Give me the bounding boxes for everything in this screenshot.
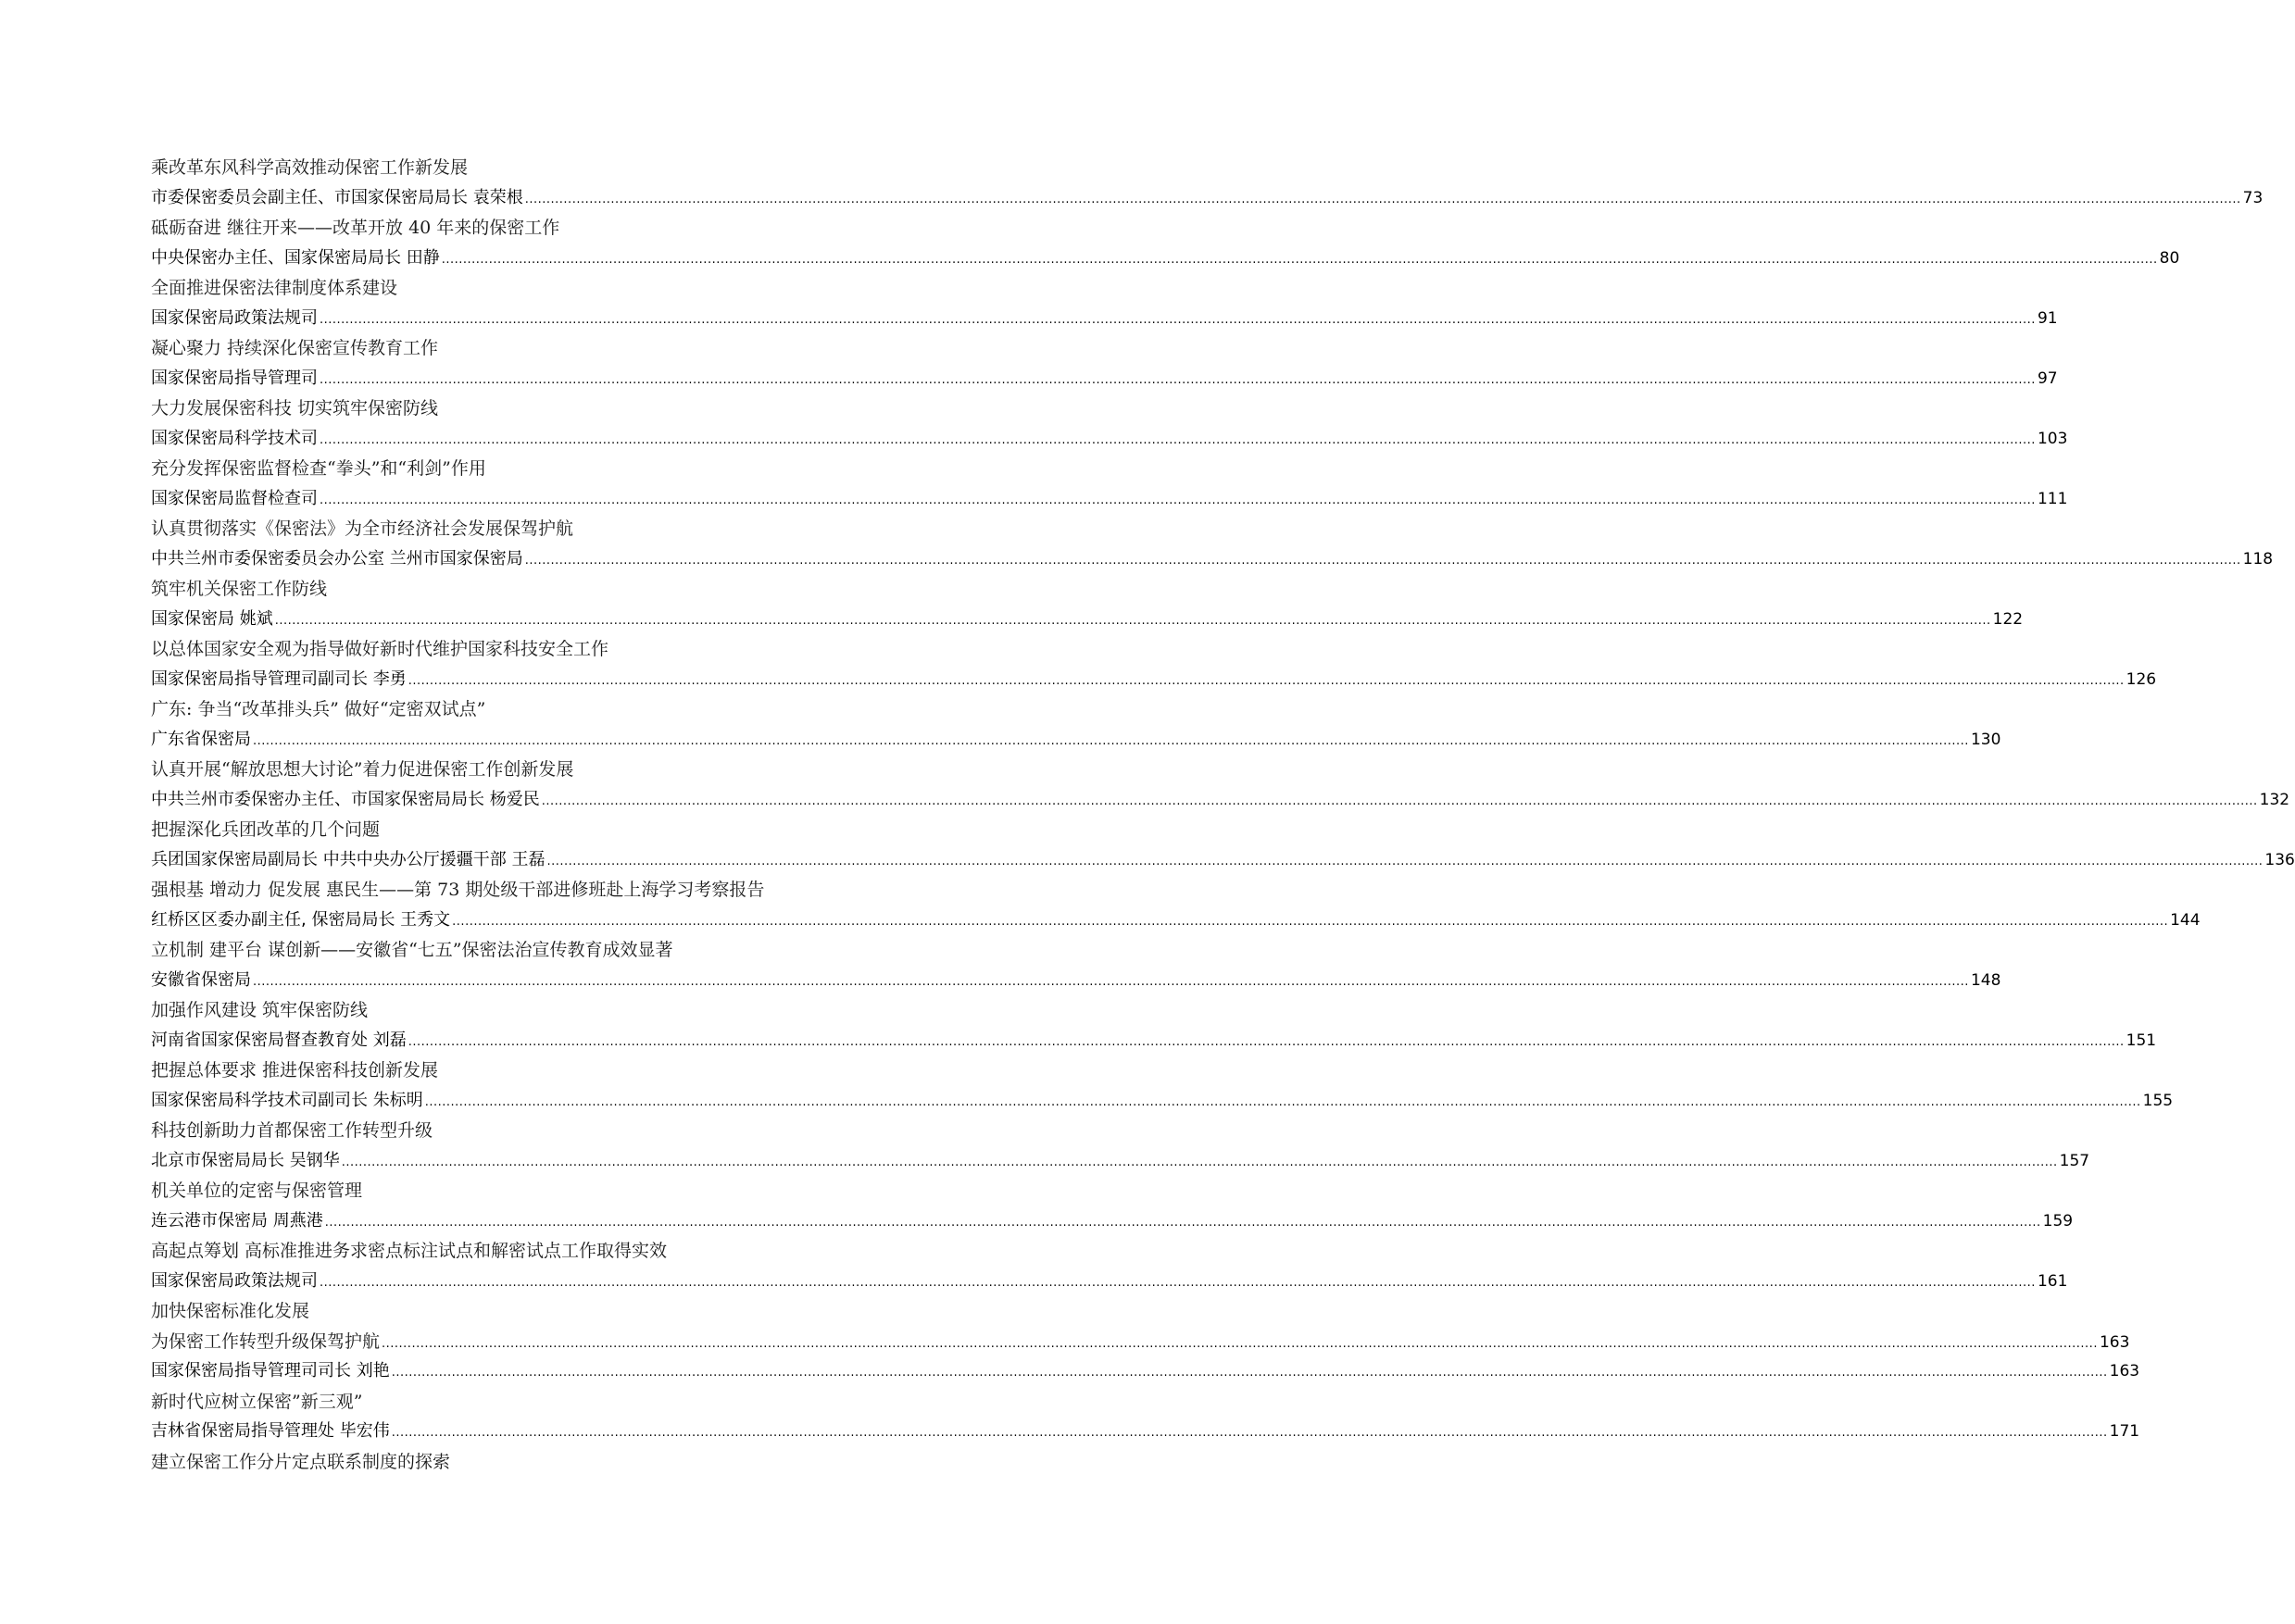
toc-entry[interactable] (151, 725, 2001, 756)
dot-leader: ................................................................................................................................................................................................................................................................................................................................................................................................................ (441, 252, 2158, 267)
toc-article-title: 科技创新助力首都保密工作转型升级 (151, 1120, 433, 1141)
toc-entry[interactable] (151, 364, 2058, 394)
toc-entry-author: 中共兰州市委保密委员会办公室 兰州市国家保密局 (151, 548, 523, 568)
toc-page-number: 130 (1970, 730, 2001, 749)
toc-entry[interactable] (151, 1356, 2140, 1387)
dot-leader: ................................................................................................................................................................................................................................................................................................................................................................................................................ (546, 854, 2264, 868)
toc-article-title: 广东: 争当“改革排头兵” 做好“定密双试点” (151, 699, 486, 719)
toc-entry-author: 国家保密局政策法规司 (151, 1270, 318, 1291)
toc-page-number: 80 (2159, 248, 2180, 268)
toc-entry[interactable] (151, 1267, 2068, 1297)
dot-leader: ................................................................................................................................................................................................................................................................................................................................................................................................................ (382, 1336, 2098, 1351)
toc-entry[interactable] (151, 304, 2058, 334)
toc-page-number: 91 (2037, 308, 2058, 328)
toc-entry[interactable] (151, 1327, 2130, 1357)
toc-entry-author: 兵团国家保密局副局长 中共中央办公厅援疆干部 王磊 (151, 849, 546, 869)
dot-leader: ................................................................................................................................................................................................................................................................................................................................................................................................................ (324, 1215, 2041, 1230)
toc-article-title: 全面推进保密法律制度体系建设 (151, 278, 398, 298)
toc-entry-author: 国家保密局监督检查司 (151, 488, 318, 508)
toc-page-number: 97 (2037, 369, 2058, 388)
toc-article-title: 充分发挥保密监督检查“拳头”和“利剑”作用 (151, 458, 486, 479)
dot-leader: ................................................................................................................................................................................................................................................................................................................................................................................................................ (391, 1366, 2108, 1380)
toc-article-title: 高起点筹划 高标准推进务求密点标注试点和解密试点工作取得实效 (151, 1241, 668, 1261)
toc-article-title: 强根基 增动力 促发展 惠民生——第 73 期处级干部进修班赴上海学习考察报告 (151, 880, 765, 900)
toc-entry-author: 国家保密局 姚斌 (151, 608, 273, 629)
toc-entry[interactable] (151, 424, 2068, 455)
dot-leader: ................................................................................................................................................................................................................................................................................................................................................................................................................ (253, 733, 1969, 748)
toc-entry[interactable] (151, 1086, 2174, 1117)
toc-page-number: 155 (2142, 1091, 2174, 1110)
toc-article-title: 以总体国家安全观为指导做好新时代维护国家科技安全工作 (151, 639, 609, 659)
toc-page-number: 103 (2037, 429, 2068, 448)
toc-article-title: 建立保密工作分片定点联系制度的探索 (151, 1451, 451, 1472)
toc-entry-author: 国家保密局指导管理司副司长 李勇 (151, 668, 407, 689)
toc-article-title: 加快保密标准化发展 (151, 1301, 310, 1321)
toc-entry-author: 国家保密局政策法规司 (151, 307, 318, 328)
toc-page-number: 118 (2242, 549, 2274, 568)
toc-article-title: 新时代应树立保密”新三观” (151, 1391, 363, 1412)
toc-entry-author: 国家保密局指导管理司 (151, 368, 318, 388)
toc-entry[interactable] (151, 544, 2274, 575)
toc-entry-author: 中央保密办主任、国家保密局局长 田静 (151, 247, 440, 268)
dot-leader: ................................................................................................................................................................................................................................................................................................................................................................................................................ (524, 192, 2241, 206)
dot-leader: ................................................................................................................................................................................................................................................................................................................................................................................................................ (320, 432, 2036, 447)
toc-page-number: 157 (2059, 1151, 2090, 1170)
toc-entry-author: 国家保密局科学技术司副司长 朱标明 (151, 1090, 423, 1110)
toc-page-number: 144 (2170, 910, 2201, 930)
toc-entry[interactable] (151, 1206, 2074, 1237)
toc-page-number: 163 (2109, 1362, 2140, 1380)
toc-entry[interactable] (151, 183, 2264, 214)
toc-page-number: 111 (2037, 489, 2068, 508)
toc-entry-author: 广东省保密局 (151, 729, 251, 749)
dot-leader: ................................................................................................................................................................................................................................................................................................................................................................................................................ (524, 553, 2241, 568)
toc-entry[interactable] (151, 1417, 2140, 1447)
dot-leader: ................................................................................................................................................................................................................................................................................................................................................................................................................ (320, 493, 2036, 507)
dot-leader: ................................................................................................................................................................................................................................................................................................................................................................................................................ (452, 914, 2169, 929)
toc-page-number: 136 (2264, 850, 2295, 869)
toc-page-number: 171 (2109, 1422, 2140, 1441)
dot-leader: ................................................................................................................................................................................................................................................................................................................................................................................................................ (320, 372, 2036, 387)
toc-page-number: 132 (2259, 790, 2290, 809)
toc-entry-author: 红桥区区委办副主任, 保密局局长 王秀文 (151, 909, 451, 930)
toc-entry[interactable] (151, 906, 2201, 936)
toc-entry[interactable] (151, 484, 2068, 515)
toc-page-number: 159 (2042, 1211, 2074, 1230)
toc-entry-author: 市委保密委员会副主任、市国家保密局局长 袁荣根 (151, 187, 523, 207)
toc-article-title: 加强作风建设 筑牢保密防线 (151, 1000, 369, 1020)
dot-leader: ................................................................................................................................................................................................................................................................................................................................................................................................................ (408, 673, 2125, 688)
dot-leader: ................................................................................................................................................................................................................................................................................................................................................................................................................ (320, 1275, 2036, 1290)
toc-article-title: 砥砺奋进 继往开来——改革开放 40 年来的保密工作 (151, 218, 560, 238)
toc-page-number: 163 (2099, 1332, 2130, 1352)
dot-leader: ................................................................................................................................................................................................................................................................................................................................................................................................................ (253, 974, 1969, 989)
toc-entry-author: 吉林省保密局指导管理处 毕宏伟 (151, 1421, 390, 1441)
toc-page-number: 151 (2126, 1031, 2157, 1050)
toc-entry[interactable] (151, 605, 2024, 635)
toc-entry-author: 北京市保密局局长 吴钢华 (151, 1150, 340, 1170)
table-of-contents (151, 153, 2295, 1477)
toc-entry-author: 连云港市保密局 周燕港 (151, 1210, 323, 1230)
dot-leader: ................................................................................................................................................................................................................................................................................................................................................................................................................ (341, 1155, 2058, 1169)
dot-leader: ................................................................................................................................................................................................................................................................................................................................................................................................................ (274, 613, 1991, 628)
toc-entry[interactable] (151, 845, 2295, 876)
toc-page-number: 126 (2126, 669, 2157, 689)
dot-leader: ................................................................................................................................................................................................................................................................................................................................................................................................................ (541, 793, 2258, 808)
toc-entry[interactable] (151, 244, 2180, 274)
toc-page-number: 122 (1992, 609, 2024, 629)
toc-entry-author: 国家保密局科学技术司 (151, 428, 318, 448)
toc-article-title: 筑牢机关保密工作防线 (151, 579, 328, 599)
toc-page-number: 73 (2242, 188, 2264, 207)
toc-entry[interactable] (151, 1146, 2090, 1177)
toc-article-title: 乘改革东风科学高效推动保密工作新发展 (151, 157, 469, 178)
toc-page-number: 161 (2037, 1271, 2068, 1291)
toc-article-title: 把握深化兵团改革的几个问题 (151, 819, 381, 840)
toc-entry[interactable] (151, 1026, 2157, 1056)
toc-entry[interactable] (151, 966, 2001, 996)
toc-article-title: 立机制 建平台 谋创新——安徽省“七五”保密法治宣传教育成效显著 (151, 940, 673, 960)
toc-entry[interactable] (151, 665, 2157, 695)
dot-leader: ................................................................................................................................................................................................................................................................................................................................................................................................................ (391, 1426, 2108, 1440)
dot-leader: ................................................................................................................................................................................................................................................................................................................................................................................................................ (424, 1094, 2141, 1109)
toc-article-title: 凝心聚力 持续深化保密宣传教育工作 (151, 338, 439, 358)
toc-entry-author: 国家保密局指导管理司司长 刘艳 (151, 1361, 390, 1380)
toc-entry-author: 河南省国家保密局督查教育处 刘磊 (151, 1030, 407, 1050)
toc-entry-author: 安徽省保密局 (151, 969, 251, 990)
toc-entry-author: 中共兰州市委保密办主任、市国家保密局局长 杨爱民 (151, 789, 540, 809)
toc-entry-author: 为保密工作转型升级保驾护航 (151, 1330, 381, 1352)
toc-article-title: 大力发展保密科技 切实筑牢保密防线 (151, 398, 439, 418)
toc-article-title: 机关单位的定密与保密管理 (151, 1181, 363, 1201)
toc-entry[interactable] (151, 785, 2290, 816)
dot-leader: ................................................................................................................................................................................................................................................................................................................................................................................................................ (408, 1034, 2125, 1049)
dot-leader: ................................................................................................................................................................................................................................................................................................................................................................................................................ (320, 312, 2036, 327)
toc-article-title: 认真贯彻落实《保密法》为全市经济社会发展保驾护航 (151, 518, 574, 539)
toc-page-number: 148 (1970, 970, 2001, 990)
toc-article-title: 认真开展“解放思想大讨论”着力促进保密工作创新发展 (151, 759, 574, 780)
toc-article-title: 把握总体要求 推进保密科技创新发展 (151, 1060, 439, 1081)
